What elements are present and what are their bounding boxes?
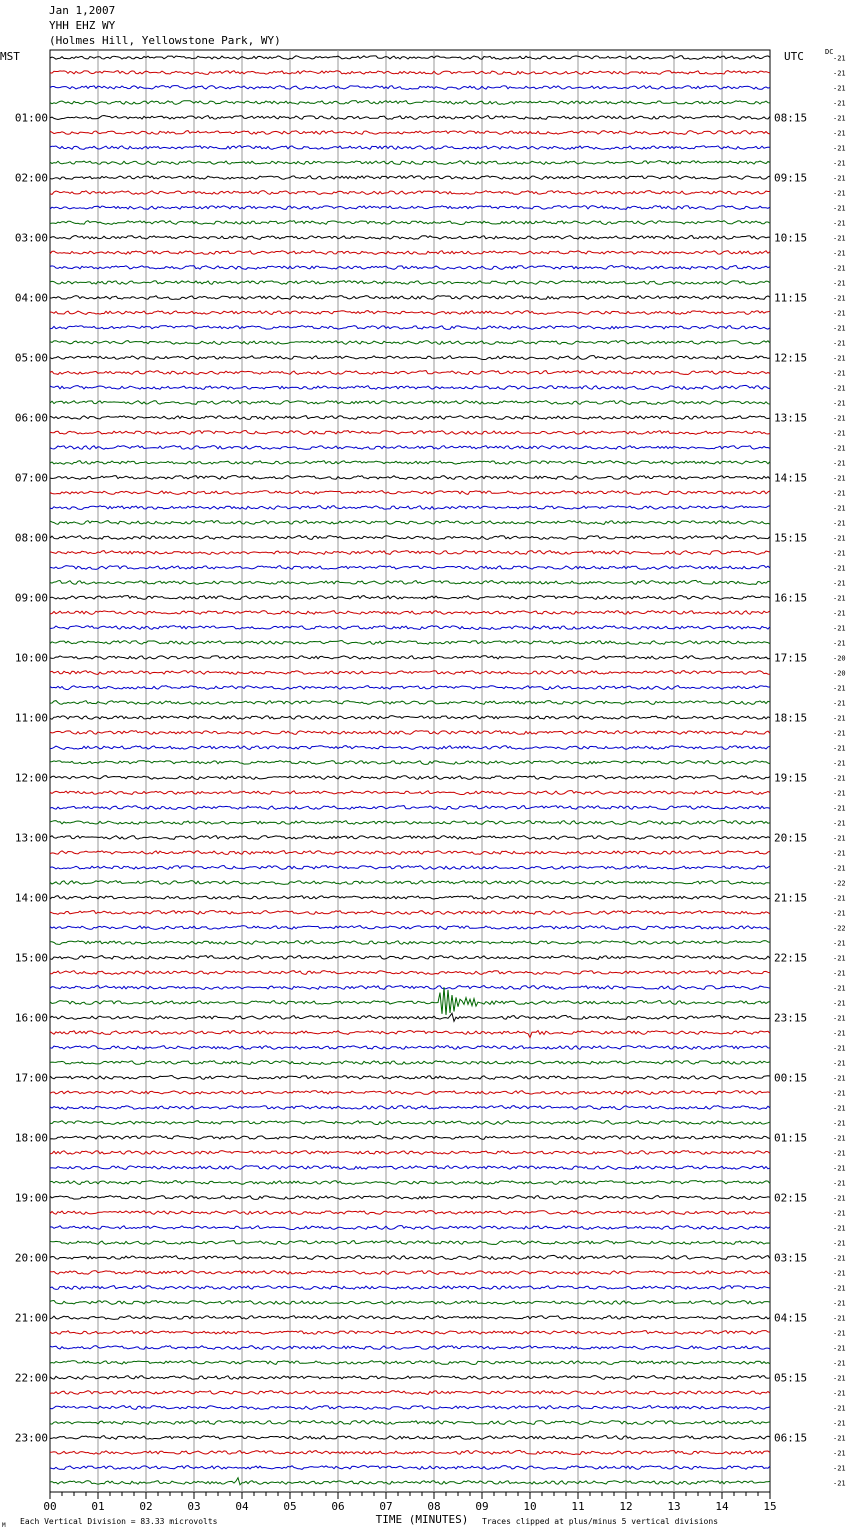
seismic-trace	[50, 206, 770, 210]
dc-offset-label: -21	[833, 939, 846, 948]
dc-offset-label: -21	[833, 1284, 846, 1293]
seismic-trace	[50, 281, 770, 285]
seismic-trace	[50, 416, 770, 420]
dc-offset-label: -20	[833, 669, 846, 678]
mst-hour-label: 06:00	[14, 411, 48, 425]
dc-offset-label: -21	[833, 1359, 846, 1368]
seismic-trace	[50, 551, 770, 555]
seismic-trace	[50, 1466, 770, 1470]
seismic-trace	[50, 580, 770, 584]
dc-offset-label: -21	[833, 264, 846, 273]
seismic-trace	[50, 941, 770, 945]
utc-hour-label: 09:15	[774, 171, 808, 185]
utc-hour-label: 10:15	[774, 231, 808, 245]
seismic-trace	[50, 866, 770, 870]
seismic-trace	[50, 236, 770, 240]
seismic-trace	[50, 851, 770, 855]
seismic-trace	[50, 146, 770, 150]
seismic-trace	[50, 1255, 770, 1259]
dc-offset-label: -21	[833, 354, 846, 363]
dc-offset-label: -21	[833, 534, 846, 543]
clip-note: Traces clipped at plus/minus 5 vertical divisions	[482, 1517, 719, 1526]
utc-hour-label: 12:15	[774, 351, 808, 365]
seismic-trace	[50, 296, 770, 300]
utc-hour-label: 22:15	[774, 951, 808, 965]
utc-hour-label: 01:15	[774, 1131, 808, 1145]
x-tick-label: 04	[235, 1500, 249, 1513]
dc-offset-label: -21	[833, 744, 846, 753]
seismic-trace	[50, 641, 770, 645]
seismic-trace	[50, 1166, 770, 1170]
dc-offset-label: -21	[833, 1194, 846, 1203]
seismic-trace	[50, 1450, 770, 1454]
seismic-trace	[50, 251, 770, 255]
seismic-trace	[50, 1316, 770, 1320]
dc-offset-label: -21	[833, 1104, 846, 1113]
seismic-trace	[50, 101, 770, 105]
mst-hour-label: 18:00	[14, 1131, 48, 1145]
utc-hour-label: 13:15	[774, 411, 808, 425]
seismic-trace	[50, 1271, 770, 1275]
utc-hour-label: 21:15	[774, 891, 808, 905]
dc-label: DC	[825, 48, 834, 56]
seismic-trace	[50, 1013, 770, 1021]
seismic-trace	[50, 1421, 770, 1425]
dc-offset-label: -21	[833, 399, 846, 408]
mst-hour-label: 01:00	[14, 111, 48, 125]
seismic-trace	[50, 131, 770, 135]
seismic-trace	[50, 926, 770, 930]
dc-offset-label: -21	[833, 684, 846, 693]
dc-offset-label: -21	[833, 114, 846, 123]
seismic-trace	[50, 1106, 770, 1110]
x-tick-label: 08	[427, 1500, 441, 1513]
dc-offset-label: -21	[833, 1239, 846, 1248]
dc-offset-label: -21	[833, 1254, 846, 1263]
seismic-trace	[50, 1196, 770, 1200]
dc-offset-label: -21	[833, 1089, 846, 1098]
utc-hour-label: 11:15	[774, 291, 808, 305]
dc-offset-label: -21	[833, 864, 846, 873]
mst-hour-label: 03:00	[14, 231, 48, 245]
seismic-trace	[50, 191, 770, 195]
dc-offset-label: -21	[833, 1164, 846, 1173]
utc-hour-label: 05:15	[774, 1371, 808, 1385]
dc-offset-label: -21	[833, 1344, 846, 1353]
seismic-trace	[50, 987, 770, 1015]
seismic-trace	[50, 971, 770, 975]
dc-offset-label: -20	[833, 654, 846, 663]
mst-hour-label: 19:00	[14, 1191, 48, 1205]
dc-offset-label: -21	[833, 234, 846, 243]
seismic-trace	[50, 1121, 770, 1125]
seismic-trace	[50, 1061, 770, 1065]
seismic-trace	[50, 461, 770, 465]
dc-offset-label: -21	[833, 129, 846, 138]
seismic-trace	[50, 356, 770, 360]
dc-offset-label: -21	[833, 594, 846, 603]
seismic-trace	[50, 1031, 770, 1038]
dc-offset-label: -21	[833, 1449, 846, 1458]
dc-offset-label: -21	[833, 699, 846, 708]
x-tick-label: 01	[91, 1500, 105, 1513]
dc-offset-label: -21	[833, 774, 846, 783]
seismic-trace	[50, 716, 770, 720]
dc-offset-label: -21	[833, 834, 846, 843]
seismic-trace	[50, 341, 770, 345]
dc-offset-label: -21	[833, 414, 846, 423]
dc-offset-label: -21	[833, 1269, 846, 1278]
mst-hour-label: 15:00	[14, 951, 48, 965]
seismic-trace	[50, 1181, 770, 1185]
x-tick-label: 00	[43, 1500, 57, 1513]
dc-offset-label: -21	[833, 324, 846, 333]
seismic-trace	[50, 1241, 770, 1245]
seismic-trace	[50, 86, 770, 90]
seismic-trace	[50, 806, 770, 810]
dc-offset-label: -21	[833, 1209, 846, 1218]
dc-offset-label: -21	[833, 144, 846, 153]
mst-hour-label: 13:00	[14, 831, 48, 845]
seismic-trace	[50, 566, 770, 570]
utc-hour-label: 03:15	[774, 1251, 808, 1265]
dc-offset-label: -21	[833, 384, 846, 393]
utc-hour-label: 19:15	[774, 771, 808, 785]
dc-offset-label: -21	[833, 579, 846, 588]
mst-hour-label: 07:00	[14, 471, 48, 485]
seismic-trace	[50, 326, 770, 330]
dc-offset-label: -21	[833, 204, 846, 213]
station-code: YHH EHZ WY	[49, 19, 116, 32]
mst-hour-label: 21:00	[14, 1311, 48, 1325]
seismic-trace	[50, 596, 770, 600]
utc-hour-label: 00:15	[774, 1071, 808, 1085]
dc-offset-label: -21	[833, 1059, 846, 1068]
dc-offset-label: -21	[833, 474, 846, 483]
seismic-trace	[50, 761, 770, 765]
mst-hour-label: 04:00	[14, 291, 48, 305]
x-tick-label: 11	[571, 1500, 585, 1513]
scale-note: Each Vertical Division = 83.33 microvolts	[20, 1517, 218, 1526]
mst-hour-label: 23:00	[14, 1431, 48, 1445]
x-tick-label: 10	[523, 1500, 537, 1513]
seismic-trace	[50, 1286, 770, 1290]
seismic-trace	[50, 401, 770, 405]
dc-offset-label: -21	[833, 549, 846, 558]
seismic-trace	[50, 881, 770, 885]
seismic-trace	[50, 820, 770, 824]
seismic-trace	[50, 1091, 770, 1095]
dc-offset-label: -21	[833, 1389, 846, 1398]
dc-offset-label: -21	[833, 564, 846, 573]
seismic-trace	[50, 746, 770, 750]
seismic-trace	[50, 911, 770, 915]
seismic-trace	[50, 506, 770, 510]
dc-offset-label: -21	[833, 1134, 846, 1143]
mst-hour-label: 12:00	[14, 771, 48, 785]
seismic-trace	[50, 986, 770, 990]
utc-hour-label: 02:15	[774, 1191, 808, 1205]
mst-hour-label: 11:00	[14, 711, 48, 725]
seismic-trace	[50, 1046, 770, 1050]
dc-offset-label: -21	[833, 1149, 846, 1158]
dc-offset-label: -21	[833, 714, 846, 723]
x-tick-label: 06	[331, 1500, 345, 1513]
utc-hour-label: 18:15	[774, 711, 808, 725]
mst-hour-label: 09:00	[14, 591, 48, 605]
mst-axis-label: MST	[0, 50, 20, 63]
dc-offset-label: -21	[833, 984, 846, 993]
seismic-trace	[50, 1136, 770, 1140]
seismic-trace	[50, 656, 770, 660]
utc-hour-label: 17:15	[774, 651, 808, 665]
dc-offset-label: -21	[833, 819, 846, 828]
utc-hour-label: 20:15	[774, 831, 808, 845]
dc-offset-label: -21	[833, 1434, 846, 1443]
mst-hour-label: 05:00	[14, 351, 48, 365]
mst-hour-label: 22:00	[14, 1371, 48, 1385]
seismic-trace	[50, 1076, 770, 1080]
dc-offset-label: -21	[833, 639, 846, 648]
utc-hour-label: 15:15	[774, 531, 808, 545]
dc-offset-label: -21	[833, 309, 846, 318]
seismic-trace	[50, 1361, 770, 1365]
x-tick-label: 05	[283, 1500, 297, 1513]
seismic-trace	[50, 686, 770, 690]
dc-offset-label: -21	[833, 1329, 846, 1338]
dc-offset-label: -21	[833, 969, 846, 978]
seismic-trace	[50, 71, 770, 75]
dc-offset-label: -21	[833, 249, 846, 258]
dc-offset-label: -21	[833, 849, 846, 858]
seismic-trace	[50, 1331, 770, 1335]
seismic-trace	[50, 896, 770, 900]
dc-offset-label: -21	[833, 609, 846, 618]
dc-offset-label: -21	[833, 429, 846, 438]
dc-offset-label: -21	[833, 1014, 846, 1023]
seismic-trace	[50, 431, 770, 435]
seismic-trace	[50, 266, 770, 270]
dc-offset-label: -21	[833, 369, 846, 378]
dc-offset-label: -21	[833, 504, 846, 513]
x-tick-label: 15	[763, 1500, 777, 1513]
dc-offset-label: -21	[833, 1404, 846, 1413]
seismic-trace	[50, 701, 770, 705]
dc-offset-label: -21	[833, 189, 846, 198]
seismic-trace	[50, 1226, 770, 1230]
utc-hour-label: 23:15	[774, 1011, 808, 1025]
x-axis-title: TIME (MINUTES)	[375, 1513, 469, 1526]
x-tick-label: 07	[379, 1500, 393, 1513]
utc-hour-label: 04:15	[774, 1311, 808, 1325]
seismic-trace	[50, 385, 770, 389]
seismic-trace	[50, 776, 770, 780]
seismic-trace	[50, 671, 770, 675]
dc-offset-label: -21	[833, 174, 846, 183]
dc-offset-label: -21	[833, 1029, 846, 1038]
seismic-trace	[50, 956, 770, 960]
mst-hour-label: 17:00	[14, 1071, 48, 1085]
dc-offset-label: -21	[833, 99, 846, 108]
seismic-trace	[50, 221, 770, 225]
seismic-trace	[50, 536, 770, 540]
mst-hour-label: 02:00	[14, 171, 48, 185]
dc-offset-label: -21	[833, 1479, 846, 1488]
dc-offset-label: -21	[833, 1299, 846, 1308]
dc-offset-label: -21	[833, 894, 846, 903]
dc-offset-label: -22	[833, 879, 846, 888]
dc-offset-label: -21	[833, 489, 846, 498]
dc-offset-label: -21	[833, 1464, 846, 1473]
seismic-trace	[50, 1406, 770, 1410]
dc-offset-label: -21	[833, 159, 846, 168]
seismic-trace	[50, 1151, 770, 1155]
plot-date: Jan 1,2007	[49, 4, 116, 17]
x-tick-label: 12	[619, 1500, 633, 1513]
utc-hour-label: 08:15	[774, 111, 808, 125]
dc-offset-label: -21	[833, 759, 846, 768]
dc-offset-label: -21	[833, 339, 846, 348]
seismic-trace	[50, 1346, 770, 1350]
seismic-trace	[50, 626, 770, 630]
seismic-trace	[50, 446, 770, 450]
seismic-trace	[50, 1211, 770, 1215]
x-tick-label: 02	[139, 1500, 153, 1513]
seismic-trace	[50, 1436, 770, 1440]
dc-offset-label: -21	[833, 789, 846, 798]
dc-offset-label: -21	[833, 69, 846, 78]
utc-axis-label: UTC	[784, 50, 804, 63]
seismic-trace	[50, 161, 770, 165]
seismic-trace	[50, 521, 770, 525]
dc-offset-label: -21	[833, 219, 846, 228]
mst-hour-label: 08:00	[14, 531, 48, 545]
x-tick-label: 13	[667, 1500, 681, 1513]
dc-offset-label: -21	[833, 999, 846, 1008]
seismic-trace	[50, 611, 770, 615]
dc-offset-label: -21	[833, 1179, 846, 1188]
dc-offset-label: -21	[833, 84, 846, 93]
dc-offset-label: -21	[833, 1314, 846, 1323]
seismic-trace	[50, 476, 770, 480]
dc-offset-label: -22	[833, 924, 846, 933]
dc-offset-label: -21	[833, 1044, 846, 1053]
seismic-trace	[50, 311, 770, 315]
dc-offset-label: -21	[833, 729, 846, 738]
x-tick-label: 03	[187, 1500, 201, 1513]
dc-offset-label: -21	[833, 1374, 846, 1383]
dc-offset-label: -21	[833, 54, 846, 63]
dc-offset-label: -21	[833, 294, 846, 303]
dc-offset-label: -21	[833, 1119, 846, 1128]
utc-hour-label: 06:15	[774, 1431, 808, 1445]
seismic-trace	[50, 116, 770, 120]
dc-offset-label: -21	[833, 624, 846, 633]
dc-offset-label: -21	[833, 1419, 846, 1428]
seismic-trace	[50, 56, 770, 60]
dc-offset-label: -21	[833, 444, 846, 453]
corner-mark: M	[2, 1522, 6, 1529]
utc-hour-label: 14:15	[774, 471, 808, 485]
dc-offset-label: -21	[833, 1224, 846, 1233]
mst-hour-label: 10:00	[14, 651, 48, 665]
seismic-trace	[50, 791, 770, 795]
dc-offset-label: -21	[833, 804, 846, 813]
seismic-trace	[50, 1301, 770, 1305]
seismic-trace	[50, 1478, 770, 1485]
dc-offset-label: -21	[833, 1074, 846, 1083]
dc-offset-label: -21	[833, 519, 846, 528]
x-tick-label: 14	[715, 1500, 729, 1513]
seismic-trace	[50, 491, 770, 495]
seismic-trace	[50, 1376, 770, 1380]
mst-hour-label: 14:00	[14, 891, 48, 905]
dc-offset-label: -21	[833, 954, 846, 963]
station-location: (Holmes Hill, Yellowstone Park, WY)	[49, 34, 281, 47]
dc-offset-label: -21	[833, 279, 846, 288]
seismic-trace	[50, 176, 770, 180]
seismic-trace	[50, 1391, 770, 1395]
mst-hour-label: 16:00	[14, 1011, 48, 1025]
dc-offset-label: -21	[833, 459, 846, 468]
dc-offset-label: -21	[833, 909, 846, 918]
seismic-trace	[50, 371, 770, 375]
x-tick-label: 09	[475, 1500, 489, 1513]
seismic-trace	[50, 731, 770, 735]
mst-hour-label: 20:00	[14, 1251, 48, 1265]
utc-hour-label: 16:15	[774, 591, 808, 605]
seismic-trace	[50, 836, 770, 840]
